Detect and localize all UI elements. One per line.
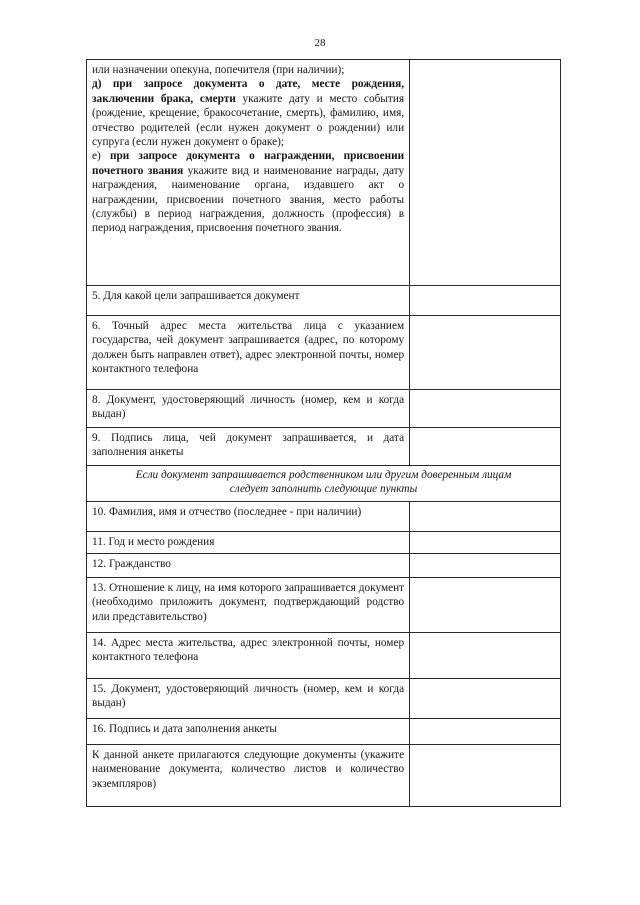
table-row [87,633,561,679]
table-row [87,578,561,633]
table-row [87,719,561,745]
table-row [87,532,561,554]
question-cell: 10. Фамилия, имя и отчество (последнее - при наличии) [87,502,410,532]
answer-cell[interactable] [410,60,561,286]
answer-cell[interactable] [410,719,561,745]
question-cell: К данной анкете прилагаются следующие документы (укажите наименование документа, количество листов и количество экземпляров) [87,745,410,807]
answer-cell[interactable] [410,316,561,390]
question-cell: 13. Отношение к лицу, на имя которого запрашивается документ (необходимо приложить документ, подтверждающий родство или представительство) [87,578,410,633]
question-cell: 5. Для какой цели запрашивается документ [87,286,410,316]
answer-cell[interactable] [410,745,561,807]
table-row [87,679,561,719]
table-row [87,390,561,428]
table-row [87,428,561,466]
answer-cell[interactable] [410,428,561,466]
answer-cell[interactable] [410,679,561,719]
question-cell: 8. Документ, удостоверяющий личность (номер, кем и когда выдан) [87,390,410,428]
answer-cell[interactable] [410,532,561,554]
table-row [87,316,561,390]
section-note: Если документ запрашивается родственником или другим доверенным лицам следует заполнить следующие пункты [87,466,561,502]
question-cell: 12. Гражданство [87,554,410,578]
answer-cell[interactable] [410,554,561,578]
table-row [87,60,561,286]
question-cell: 6. Точный адрес места жительства лица с указанием государства, чей документ запрашивается (адрес, по которому должен быть направлен ответ), адрес электронной почты, номер контактного телефона [87,316,410,390]
question-cell: 15. Документ, удостоверяющий личность (номер, кем и когда выдан) [87,679,410,719]
question-cell: 11. Год и место рождения [87,532,410,554]
table-row [87,502,561,532]
question-cell [87,60,410,286]
table-row [87,745,561,807]
request-form-table [86,59,561,807]
question-text: е) при запросе документа о награждении, присвоении почетного звания укажите вид и наименование награды, дату награждения, наименование органа, издавшего акт о награждении, присвоении почетного звания, место работы (службы) в период награждения, должность (профессия) в период награждения, присвоения почетного звания. [92,150,405,235]
answer-cell[interactable] [410,390,561,428]
table-row [87,554,561,578]
answer-cell[interactable] [410,502,561,532]
page-number: 28 [314,37,326,49]
answer-cell[interactable] [410,578,561,633]
question-cell: 9. Подпись лица, чей документ запрашивается, и дата заполнения анкеты [87,428,410,466]
question-cell: 14. Адрес места жительства, адрес электронной почты, номер контактного телефона [87,633,410,679]
question-text: д) при запросе документа о дате, месте рождения, заключении брака, смерти укажите дату и место события (рождение, крещение, бракосочетание, смерть), фамилию, имя, отчество родителей (если нужен документ о рождении) или супруга (если нужен документ о браке); [92,78,405,149]
question-cell: 16. Подпись и дата заполнения анкеты [87,719,410,745]
table-row [87,286,561,316]
question-text: или назначении опекуна, попечителя (при наличии); [92,64,345,76]
answer-cell[interactable] [410,633,561,679]
answer-cell[interactable] [410,286,561,316]
section-note-row [87,466,561,502]
